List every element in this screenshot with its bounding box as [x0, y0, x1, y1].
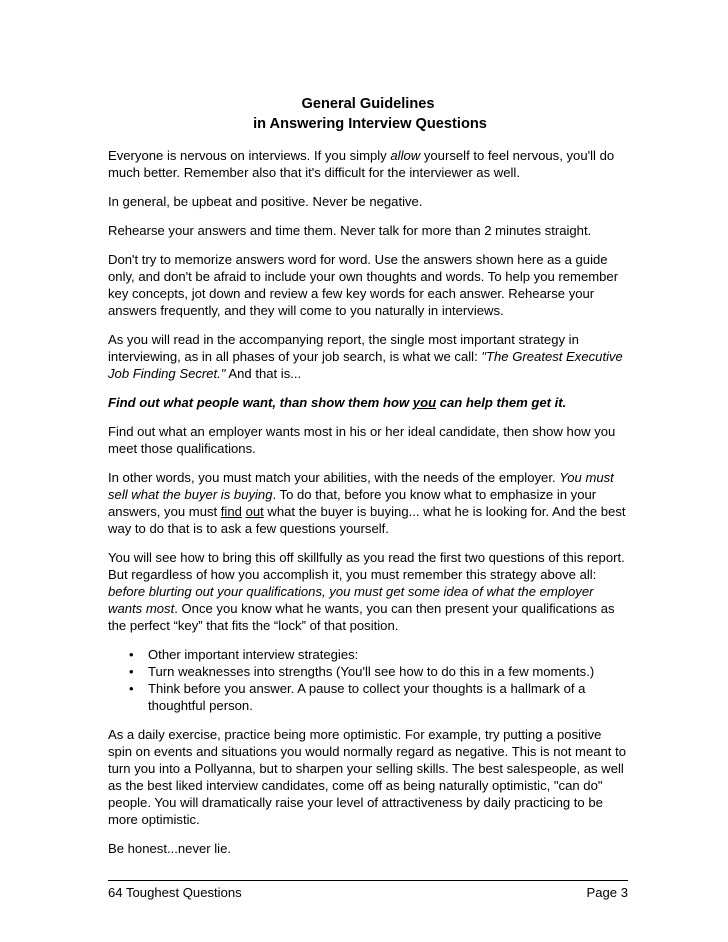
text-run: You will see how to bring this off skillfully as you read the first two questions of this report. But regardless of how you accomplish it, you must remember this strategy above all:	[108, 550, 625, 582]
list-item	[129, 680, 628, 714]
emphasis-secret: "The Greatest Executive Job Finding Secret."	[108, 349, 623, 381]
bullet-icon: •	[129, 647, 134, 662]
paragraph-memorize: Don't try to memorize answers word for word. Use the answers shown here as a guide only, and don't be afraid to include your own thoughts and words. To help you remember key concepts, jot down and review a few key words for each answer. Rehearse your answers frequently, and they will come to you naturally in interviews.	[108, 252, 619, 318]
page-number: Page 3	[586, 885, 628, 900]
text-run: Find out what people want, than show them how	[108, 395, 413, 410]
paragraph-honest: Be honest...never lie.	[108, 841, 232, 856]
paragraph-upbeat: In general, be upbeat and positive. Never be negative.	[108, 194, 423, 209]
page-footer	[108, 880, 628, 901]
text-run: In other words, you must match your abilities, with the needs of the employer.	[108, 470, 560, 485]
page-title	[108, 94, 628, 134]
text-run: yourself to feel nervous, you'll do much better. Remember also that it's difficult for the interviewer as well.	[108, 148, 615, 180]
text-run: As you will read in the accompanying report, the single most important strategy in interviewing, as in all phases of your job search, is what we call:	[108, 332, 579, 364]
bullet-icon: •	[129, 664, 134, 679]
text-run: . Once you know what he wants, you can then present your qualifications as the perfect “key” that fits the “lock” of that position.	[108, 601, 615, 633]
list-item-text: Turn weaknesses into strengths (You'll see how to do this in a few moments.)	[148, 664, 595, 679]
text-run: what the buyer is buying... what he is looking for. And the best way to do that is to ask a few questions yourself.	[108, 504, 626, 536]
emphasis-blurting: before blurting out your qualifications, you must get some idea of what the employer wants most	[108, 584, 594, 616]
paragraph-skillfully	[108, 549, 628, 634]
emphasis-allow: allow	[390, 148, 421, 163]
title-line-2: in Answering Interview Questions	[253, 116, 487, 132]
list-item	[129, 646, 628, 663]
list-item	[129, 663, 628, 680]
paragraph-strategy	[108, 331, 628, 382]
document-body	[108, 94, 628, 869]
underlined-you: you	[412, 395, 437, 410]
paragraph-optimistic: As a daily exercise, practice being more optimistic. For example, try putting a positive spin on events and situations you would normally regard as negative. This is not meant to turn you into a Pollyanna, but to sharpen your selling skills. The best salespeople, as well as the best liked interview candidates, come off as being naturally optimistic, "can do" people. You will dramatically raise your level of attractiveness by daily practicing to be more optimistic.	[108, 727, 626, 827]
list-item-text: Other important interview strategies:	[148, 647, 359, 662]
paragraph-rehearse: Rehearse your answers and time them. Never talk for more than 2 minutes straight.	[108, 223, 592, 238]
strategies-list	[108, 646, 628, 714]
text-run: And that is...	[225, 366, 302, 381]
title-line-1: General Guidelines	[301, 96, 435, 112]
text-run: can help them get it.	[436, 395, 567, 410]
emphasis-sell: You must sell what the buyer is buying	[108, 470, 614, 502]
paragraph-key-secret	[108, 394, 628, 411]
bullet-icon: •	[129, 681, 134, 696]
text-run: . To do that, before you know what to emphasize in your answers, you must	[108, 487, 597, 519]
underlined-find: find	[220, 504, 242, 519]
paragraph-nervous	[108, 147, 628, 181]
text-run: Everyone is nervous on interviews. If you simply	[108, 148, 391, 163]
list-item-text: Think before you answer. A pause to collect your thoughts is a hallmark of a thoughtful person.	[148, 681, 586, 713]
paragraph-employer-wants: Find out what an employer wants most in his or her ideal candidate, then show how you meet those qualifications.	[108, 424, 616, 456]
paragraph-match-abilities	[108, 469, 628, 537]
underlined-out: out	[245, 504, 264, 519]
footer-title: 64 Toughest Questions	[108, 885, 242, 900]
